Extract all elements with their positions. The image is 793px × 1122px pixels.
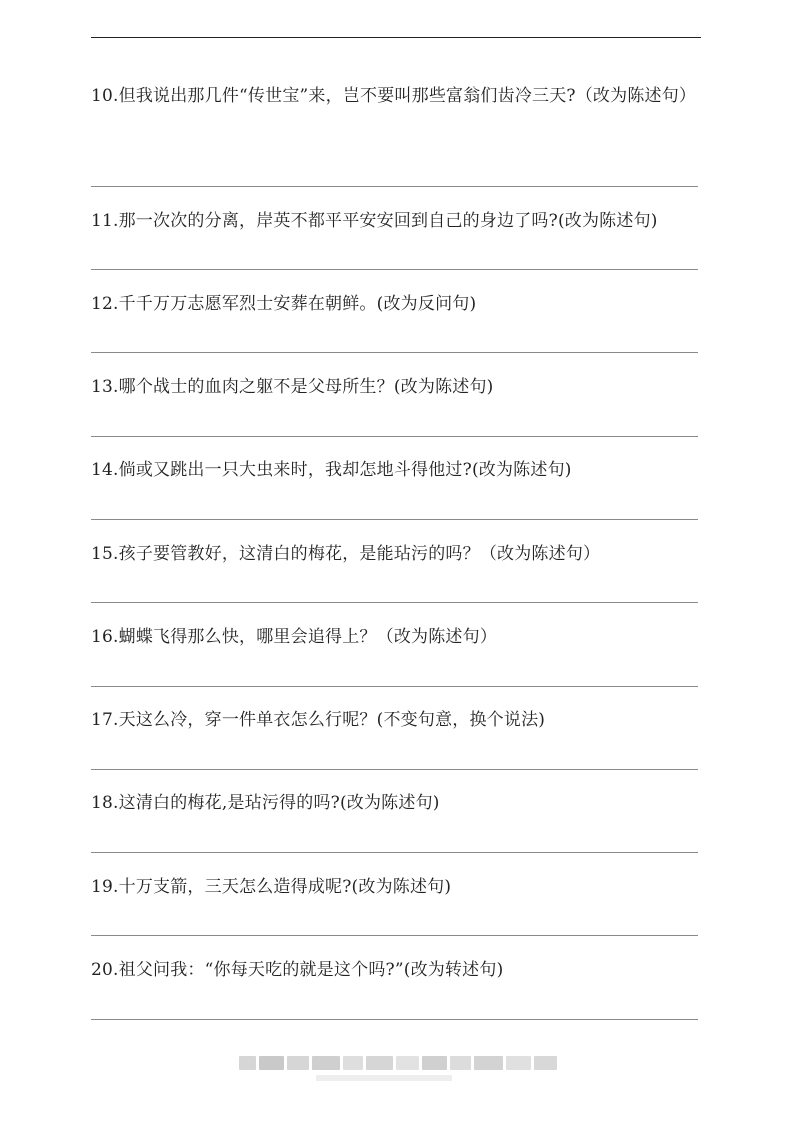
answer-line-18[interactable]	[91, 852, 698, 853]
blur-block	[474, 1056, 503, 1070]
answer-line-12[interactable]	[91, 352, 698, 353]
blur-block	[312, 1056, 341, 1070]
blur-block	[366, 1056, 393, 1070]
header-rule	[91, 37, 701, 38]
blur-block	[450, 1056, 471, 1070]
answer-line-19[interactable]	[91, 935, 698, 936]
blur-block	[506, 1056, 531, 1070]
question-20: 20.祖父问我：“你每天吃的就是这个吗?”(改为转述句)	[91, 960, 504, 980]
answer-line-15[interactable]	[91, 602, 698, 603]
blurred-footer	[239, 1056, 557, 1070]
answer-line-11[interactable]	[91, 269, 698, 270]
blur-block	[534, 1056, 557, 1070]
question-11: 11.那一次次的分离，岸英不都平平安安回到自己的身边了吗?(改为陈述句)	[91, 211, 658, 231]
blur-block	[396, 1056, 419, 1070]
question-14: 14.倘或又跳出一只大虫来时，我却怎地斗得他过?(改为陈述句)	[91, 460, 572, 480]
question-13: 13.哪个战士的血肉之躯不是父母所生？(改为陈述句)	[91, 377, 494, 397]
answer-line-10[interactable]	[91, 186, 698, 187]
blur-block	[287, 1056, 308, 1070]
question-12: 12.千千万万志愿军烈士安葬在朝鲜。(改为反问句)	[91, 294, 477, 314]
question-19: 19.十万支箭，三天怎么造得成呢?(改为陈述句)	[91, 877, 452, 897]
question-17: 17.天这么冷，穿一件单衣怎么行呢？(不变句意，换个说法)	[91, 710, 546, 730]
answer-line-16[interactable]	[91, 686, 698, 687]
answer-line-20[interactable]	[91, 1019, 698, 1020]
answer-line-13[interactable]	[91, 436, 698, 437]
blur-block	[259, 1056, 284, 1070]
question-10: 10.但我说出那几件“传世宝”来，岂不要叫那些富翁们齿冷三天?（改为陈述句）	[91, 86, 697, 106]
question-15: 15.孩子要管教好，这清白的梅花，是能玷污的吗？（改为陈述句）	[91, 544, 601, 564]
blur-block	[422, 1056, 447, 1070]
blur-block	[239, 1056, 256, 1070]
question-16: 16.蝴蝶飞得那么快，哪里会追得上？（改为陈述句）	[91, 627, 498, 647]
blurred-footer-subline	[316, 1075, 452, 1081]
blur-block	[343, 1056, 362, 1070]
question-18: 18.这清白的梅花,是玷污得的吗?(改为陈述句)	[91, 793, 440, 813]
answer-line-17[interactable]	[91, 769, 698, 770]
answer-line-14[interactable]	[91, 519, 698, 520]
